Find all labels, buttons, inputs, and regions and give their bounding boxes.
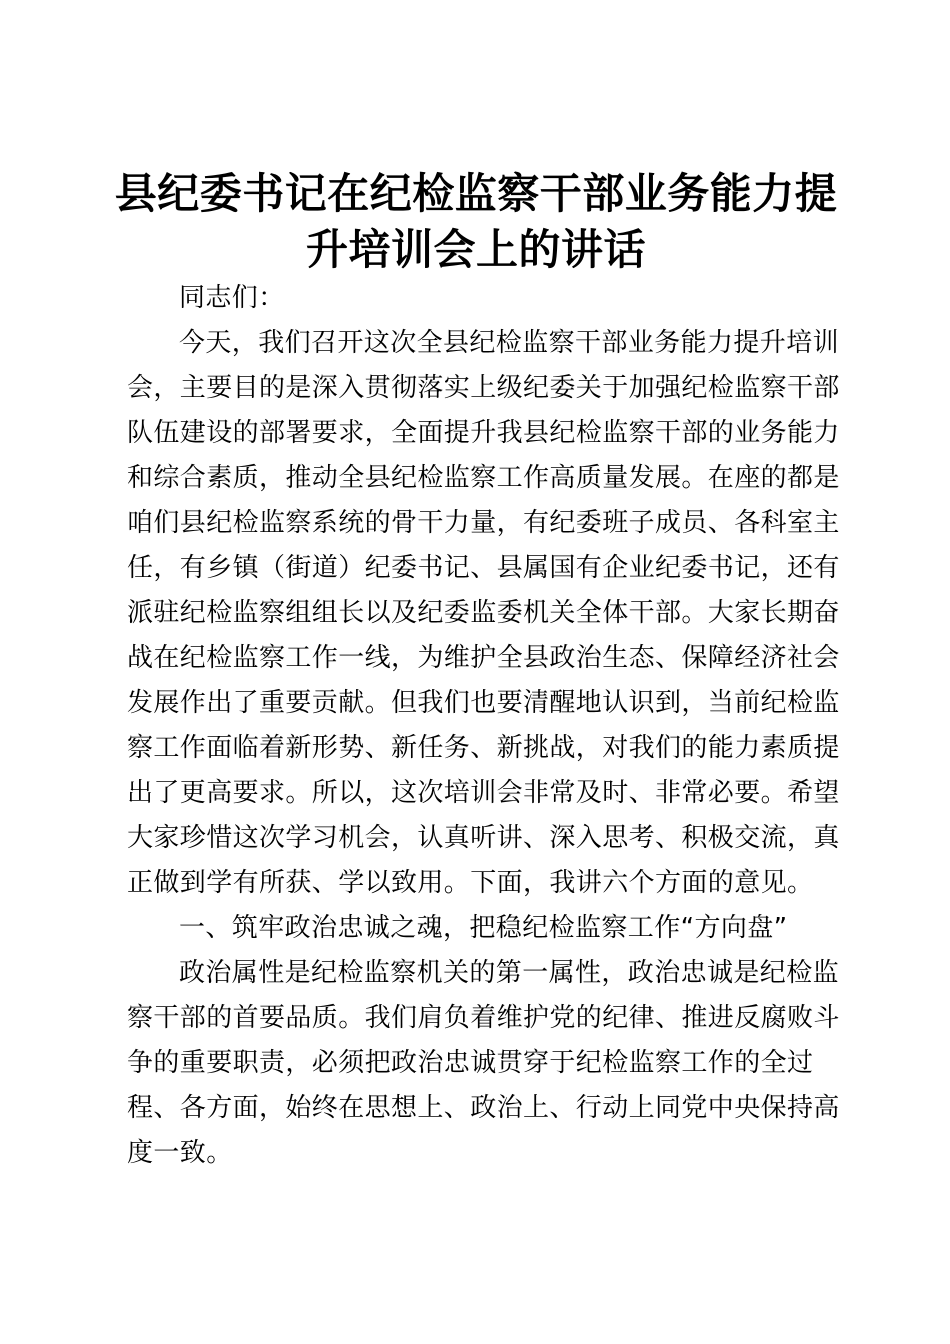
title-line-2: 升培训会上的讲话	[305, 225, 646, 274]
paragraph-1-line: 战在纪检监察工作一线，为维护全县政治生态、保障经济社会	[127, 643, 840, 673]
title-line-1: 县纪委书记在纪检监察干部业务能力提	[114, 169, 838, 218]
paragraph-1	[127, 321, 840, 906]
paragraph-1-line: 派驻纪检监察组组长以及纪委监委机关全体干部。大家长期奋	[127, 598, 840, 628]
paragraph-1-line: 会，主要目的是深入贯彻落实上级纪委关于加强纪检监察干部	[127, 373, 840, 403]
paragraph-1-line: 出了更高要求。所以，这次培训会非常及时、非常必要。希望	[127, 778, 840, 808]
paragraph-2-line: 度一致。	[127, 1138, 233, 1168]
section-1-heading: 一、筑牢政治忠诚之魂，把稳纪检监察工作“方向盘”	[179, 913, 788, 943]
document-body	[127, 276, 840, 1176]
paragraph-1-line: 队伍建设的部署要求，全面提升我县纪检监察干部的业务能力	[127, 418, 840, 448]
paragraph-1-line: 察工作面临着新形势、新任务、新挑战，对我们的能力素质提	[127, 733, 840, 763]
paragraph-2-line: 政治属性是纪检监察机关的第一属性，政治忠诚是纪检监	[179, 958, 840, 988]
document-title	[110, 166, 842, 278]
paragraph-2-line: 程、各方面，始终在思想上、政治上、行动上同党中央保持高	[127, 1093, 840, 1123]
paragraph-2-line: 察干部的首要品质。我们肩负着维护党的纪律、推进反腐败斗	[127, 1003, 840, 1033]
paragraph-1-line: 今天，我们召开这次全县纪检监察干部业务能力提升培训	[179, 328, 840, 358]
paragraph-1-line: 正做到学有所获、学以致用。下面，我讲六个方面的意见。	[127, 868, 814, 898]
paragraph-2-line: 争的重要职责，必须把政治忠诚贯穿于纪检监察工作的全过	[127, 1048, 814, 1078]
paragraph-1-line: 和综合素质，推动全县纪检监察工作高质量发展。在座的都是	[127, 463, 840, 493]
paragraph-1-line: 任，有乡镇（街道）纪委书记、县属国有企业纪委书记，还有	[127, 553, 840, 583]
paragraph-1-line: 咱们县纪检监察系统的骨干力量，有纪委班子成员、各科室主	[127, 508, 840, 538]
paragraph-1-line: 发展作出了重要贡献。但我们也要清醒地认识到，当前纪检监	[127, 688, 840, 718]
paragraph-2	[127, 951, 840, 1176]
paragraph-1-line: 大家珍惜这次学习机会，认真听讲、深入思考、积极交流，真	[127, 823, 840, 853]
greeting: 同志们：	[179, 283, 285, 313]
